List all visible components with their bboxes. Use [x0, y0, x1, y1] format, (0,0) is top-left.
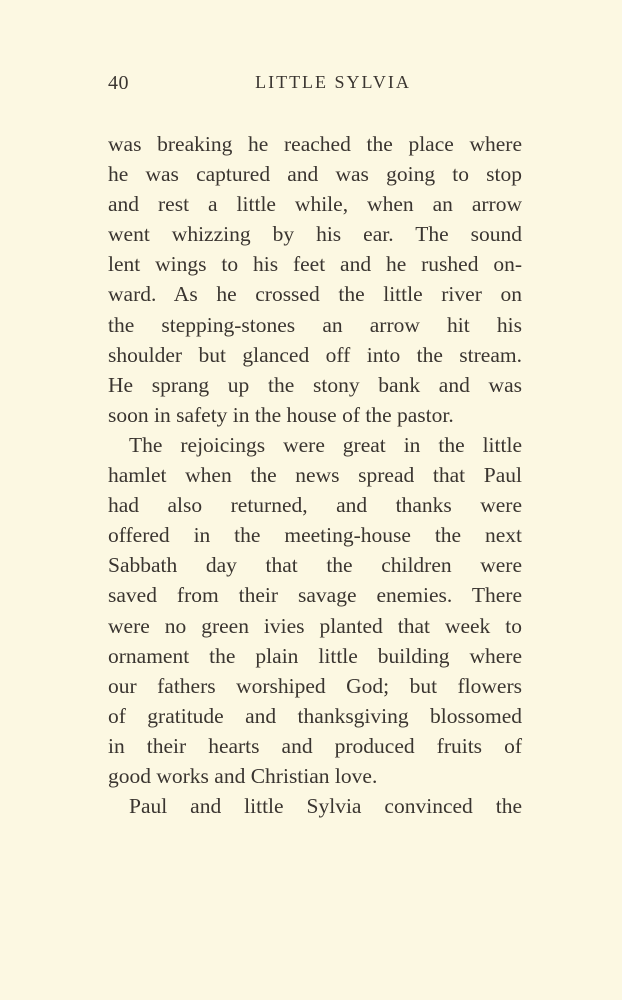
text-line: saved from their savage enemies. There — [108, 583, 522, 608]
text-line: soon in safety in the house of the pastor. — [108, 402, 454, 427]
text-line: The rejoicings were great in the little — [129, 432, 522, 457]
text-line: our fathers worshiped God; but flowers — [108, 673, 522, 698]
text-line: the stepping-stones an arrow hit his — [108, 312, 522, 337]
text-line: lent wings to his feet and he rushed on- — [108, 252, 522, 277]
text-line: of gratitude and thanksgiving blossomed — [108, 703, 522, 728]
text-line: had also returned, and thanks were — [108, 493, 522, 518]
text-line: ornament the plain little building where — [108, 643, 522, 668]
text-line: and rest a little while, when an arrow — [108, 192, 522, 217]
text-line: hamlet when the news spread that Paul — [108, 463, 522, 488]
text-line: he was captured and was going to stop — [108, 162, 522, 187]
text-line: Paul and little Sylvia convinced the — [129, 794, 522, 819]
page-header — [108, 72, 522, 100]
text-line: Sabbath day that the children were — [108, 553, 522, 578]
text-line: He sprang up the stony bank and was — [108, 372, 522, 397]
page-number: 40 — [108, 72, 129, 94]
text-line: shoulder but glanced off into the stream. — [108, 342, 522, 367]
text-line: was breaking he reached the place where — [108, 132, 522, 156]
text-line: went whizzing by his ear. The sound — [108, 222, 522, 247]
text-line: ward. As he crossed the little river on — [108, 282, 522, 307]
body-text — [108, 129, 522, 821]
text-line: were no green ivies planted that week to — [108, 613, 522, 638]
text-line: good works and Christian love. — [108, 763, 378, 788]
text-line: offered in the meeting-house the next — [108, 523, 522, 548]
text-line: in their hearts and produced fruits of — [108, 733, 522, 758]
running-title: LITTLE SYLVIA — [255, 72, 411, 92]
